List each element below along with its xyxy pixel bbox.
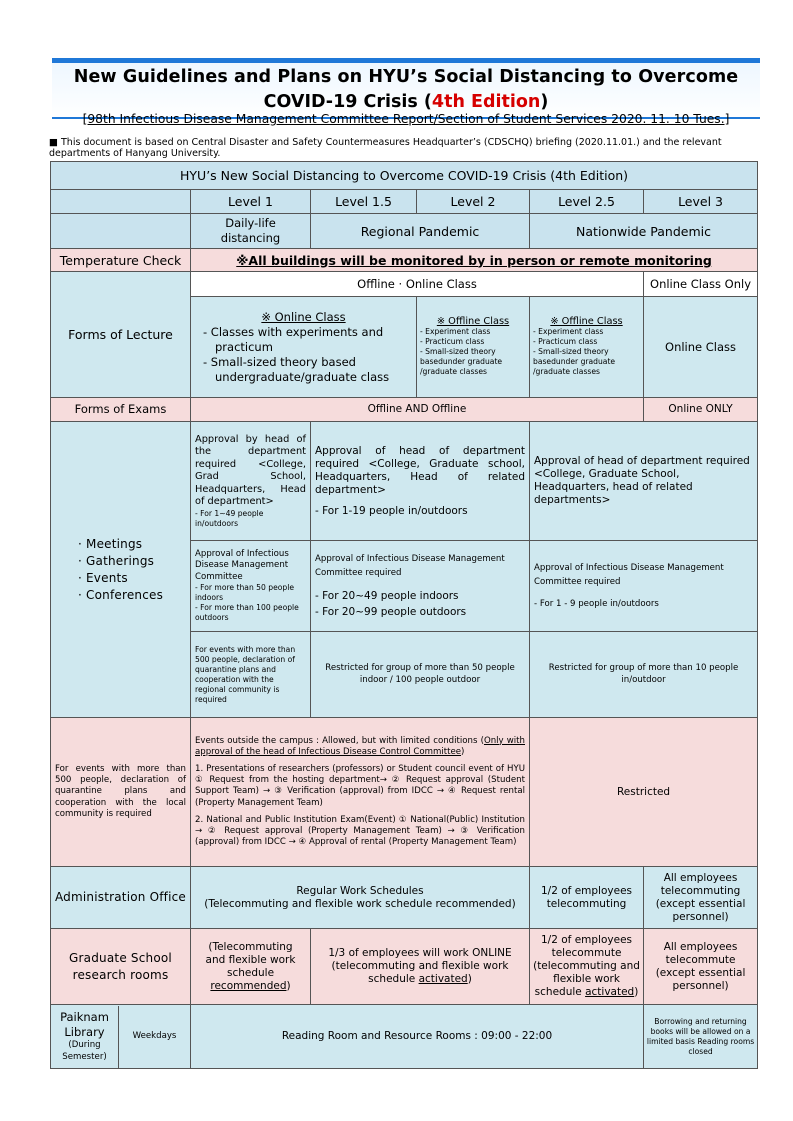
meetings-label-line-3: · Events [78, 570, 128, 585]
exams-label: Forms of Exams [51, 398, 191, 422]
lecture-offline-item-2: - Practicum class [420, 337, 485, 346]
admin-regular-line-2: (Telecommuting and flexible work schedule recommended) [204, 897, 516, 910]
admin-half: 1/2 of employees telecommuting [530, 867, 644, 929]
meetings-r2-level2-note-1: - For 20~49 people indoors [315, 590, 459, 602]
meetings-r2-level1 [191, 541, 311, 632]
events500-restricted: Restricted [530, 718, 758, 867]
online-class-only: Online Class Only [644, 272, 758, 297]
meetings-r1-level2 [311, 422, 530, 541]
library-level3: Borrowing and returning books will be allowed on a limited basis Reading rooms closed [644, 1005, 758, 1069]
lecture-online-title: ※ Online Class [261, 309, 346, 324]
exams-online: Online ONLY [644, 398, 758, 422]
meetings-r1-level2-text: Approval of head of department required <College, Graduate school, Headquarters, Head of related department> [315, 444, 525, 496]
admin-regular-line-1: Regular Work Schedules [296, 884, 424, 897]
title-banner [52, 58, 760, 119]
lecture-offline-item-5: - Practicum class [533, 337, 598, 346]
distancing-table [50, 161, 758, 1069]
edition-highlight: 4th Edition [431, 92, 541, 112]
meetings-r2-level1-note-1: - For more than 50 people indoors [195, 582, 295, 602]
stage-nationwide: Nationwide Pandemic [530, 214, 758, 249]
lecture-level3-online: Online Class [644, 297, 758, 398]
lecture-offline-item-3: - Small-sized theory basedunder graduate /graduate classes [420, 347, 503, 376]
meetings-r2-level3-note: - For 1 - 9 people in/outdoors [534, 599, 659, 610]
admin-all: All employees telecommuting (except essential personnel) [644, 867, 758, 929]
library-weekdays: Weekdays [132, 1030, 177, 1041]
lecture-level2-5-offline [530, 297, 644, 398]
meetings-label-line-4: · Conferences [78, 587, 164, 602]
temperature-label: Temperature Check [51, 249, 191, 272]
meetings-r2-level2-note-2: - For 20~99 people outdoors [315, 606, 467, 618]
grad-label: Graduate School research rooms [51, 929, 191, 1005]
library-label-cell [51, 1005, 191, 1069]
meetings-r2-level3 [530, 541, 758, 632]
lecture-offline-item-6: - Small-sized theory basedunder graduate /graduate classes [533, 347, 616, 376]
lecture-level2-offline [417, 297, 530, 398]
document-title-line1: New Guidelines and Plans on HYU’s Social Distancing to Overcome [73, 67, 739, 87]
lecture-level1-online [191, 297, 417, 398]
exams-offline: Offline AND Offline [191, 398, 644, 422]
meetings-r3-level3: Restricted for group of more than 10 people in/outdoor [530, 632, 758, 718]
level-3-header: Level 3 [644, 190, 758, 214]
meetings-label [51, 422, 191, 718]
meetings-r3-level1: For events with more than 500 people, declaration of quarantine plans and cooperation with the regional community is required [191, 632, 311, 718]
stage-header-blank [51, 214, 191, 249]
level-1-5-header: Level 1.5 [311, 190, 417, 214]
library-hours: Reading Room and Resource Rooms : 09:00 - 22:00 [191, 1005, 644, 1069]
library-label [51, 1006, 119, 1068]
lecture-online-item-2: - Small-sized theory based undergraduate/graduate class [203, 354, 390, 384]
grad-level1: (Telecommuting and flexible work schedule recommended) [191, 929, 311, 1005]
events500-label: For events with more than 500 people, declaration of quarantine plans and cooperation with the local community is required [51, 718, 191, 867]
committee-reference: [98th Infectious Disease Management Committee Report/Section of Student Services 2020. 11. 10 Tues.] [82, 112, 730, 126]
meetings-r3-level2: Restricted for group of more than 50 people indoor / 100 people outdoor [311, 632, 530, 718]
meetings-label-line-2: · Gatherings [78, 553, 155, 568]
level-2-5-header: Level 2.5 [530, 190, 644, 214]
temperature-text: ※All buildings will be monitored by in person or remote monitoring [191, 249, 758, 272]
meetings-r2-level3-text: Approval of Infectious Disease Management Committee required [534, 563, 724, 588]
events500-details [191, 718, 530, 867]
grad-level3: All employees telecommute (except essential personnel) [644, 929, 758, 1005]
offline-online-class: Offline · Online Class [191, 272, 644, 297]
lecture-offline-item-1: - Experiment class [420, 327, 491, 336]
table-title: HYU’s New Social Distancing to Overcome COVID-19 Crisis (4th Edition) [51, 162, 758, 190]
admin-label: Administration Office [51, 867, 191, 929]
meetings-r1-level3: Approval of head of department required <College, Graduate School, Headquarters, head of related departments> [530, 422, 758, 541]
library-semester: (During Semester) [62, 1040, 107, 1062]
grad-level2: 1/3 of employees will work ONLINE (telecommuting and flexible work schedule activated) [311, 929, 530, 1005]
meetings-r2-level1-text: Approval of Infectious Disease Management Committee [195, 549, 289, 582]
level-2-header: Level 2 [417, 190, 530, 214]
level-header-blank [51, 190, 191, 214]
stage-daily-life: Daily-life distancing [191, 214, 311, 249]
lecture-offline-title: ※ Offline Class [436, 316, 510, 327]
meetings-r1-level2-note: - For 1-19 people in/outdoors [315, 504, 468, 517]
admin-regular [191, 867, 530, 929]
lecture-offline-title-2: ※ Offline Class [550, 316, 623, 327]
grad-level2-5: 1/2 of employees telecommute (telecommuting and flexible work schedule activated) [530, 929, 644, 1005]
lecture-label: Forms of Lecture [51, 272, 191, 398]
library-name: Paiknam Library [60, 1010, 109, 1040]
stage-regional: Regional Pandemic [311, 214, 530, 249]
meetings-r2-level1-note-2: - For more than 100 people outdoors [195, 602, 299, 622]
meetings-r1-level1 [191, 422, 311, 541]
lecture-offline-item-4: - Experiment class [533, 327, 604, 336]
meetings-label-line-1: · Meetings [78, 536, 143, 551]
meetings-r2-level2 [311, 541, 530, 632]
source-note: ■ This document is based on Central Disaster and Safety Countermeasures Headquarter’s (CDSCHQ) briefing (2020.11.01.) and the relevant departments of Hanyang University. [49, 137, 722, 159]
lecture-online-item-1: - Classes with experiments and practicum [203, 324, 384, 354]
events500-outside-campus: Events outside the campus : Allowed, but with limited conditions (Only with approval of the head of Infectious Disease Control Committee) [195, 735, 525, 757]
meetings-r1-level1-note: - For 1~49 people in/outdoors [195, 508, 264, 528]
document-title-line2: COVID-19 Crisis (4th Edition) [263, 92, 549, 112]
meetings-r2-level2-text: Approval of Infectious Disease Management Committee required [315, 554, 505, 578]
meetings-r1-level1-text: Approval by head of the department required <College, Grad School, Headquarters, Head of department> [195, 433, 306, 507]
level-1-header: Level 1 [191, 190, 311, 214]
events500-procedure-2: 2. National and Public Institution Exam(Event) ① National(Public) Institution → ② Request approval (Property Management Team) → ③ Verification (approval) from IDCC → ④ Approval of rental (Property Management Team) [195, 814, 525, 848]
events500-procedure-1: 1. Presentations of researchers (professors) or Student council event of HYU ① Request from the hosting department→ ② Request approval (Student Support Team) → ③ Verification (approval) from IDCC → ④ Request rental (Property Management Team) [195, 763, 525, 808]
